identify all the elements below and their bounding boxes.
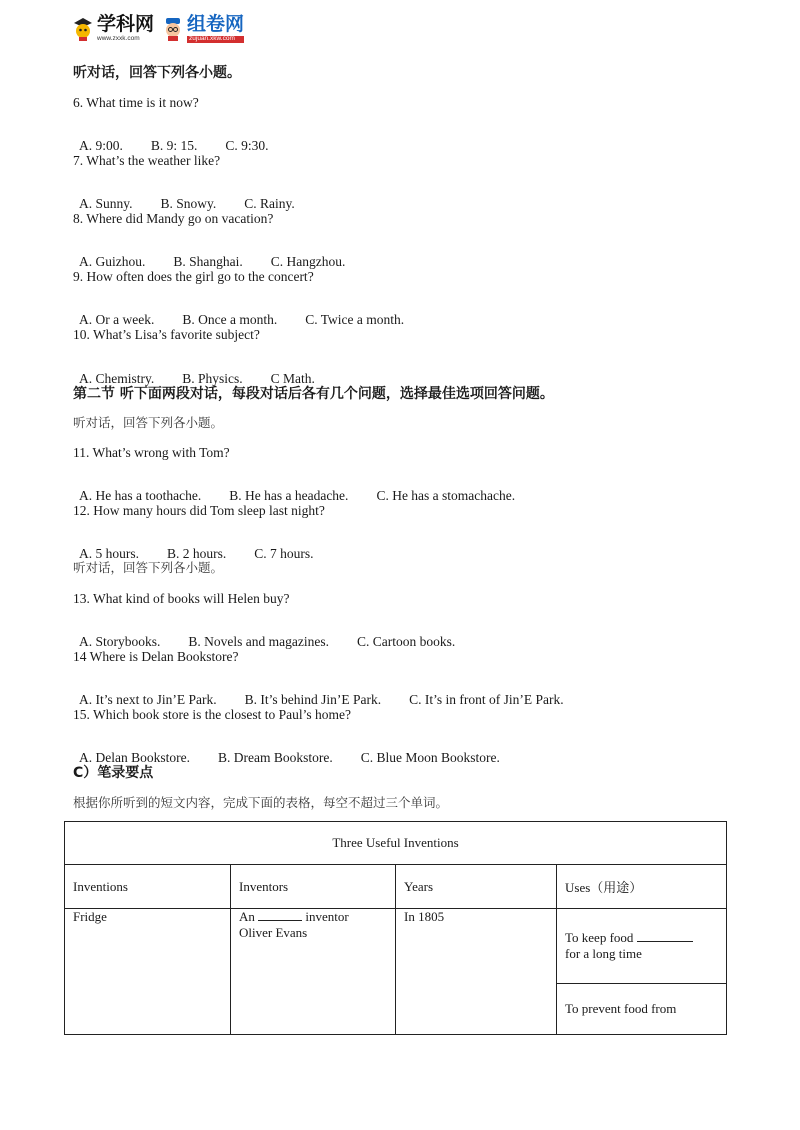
section-heading: 第二节 听下面两段对话，每段对话后各有几个问题，选择最佳选项回答问题。 <box>73 386 554 402</box>
use-1-prefix: To keep food <box>565 930 634 945</box>
option-c: C. It’s in front of Jin’E Park. <box>409 691 564 707</box>
options-row <box>73 183 323 210</box>
logo-zujuan <box>162 15 244 43</box>
option-c: C Math. <box>270 370 315 386</box>
table-title-row <box>65 822 727 865</box>
option-a: A. Or a week. <box>79 311 155 327</box>
table-header-row <box>65 865 727 909</box>
option-a: A. It’s next to Jin’E Park. <box>79 691 217 707</box>
table-row <box>65 909 727 984</box>
option-a: A. Storybooks. <box>79 633 161 649</box>
group-instruction: 听对话，回答下列各小题。 <box>73 415 224 430</box>
option-a: A. He has a toothache. <box>79 487 202 503</box>
logo-url: www.zxxk.com <box>97 35 140 43</box>
question-text: 13. What kind of books will Helen buy? <box>73 591 290 606</box>
option-b: B. Once a month. <box>182 311 278 327</box>
option-a: A. 5 hours. <box>79 545 140 561</box>
option-a: A. Delan Bookstore. <box>79 749 190 765</box>
question-text: 14 Where is Delan Bookstore? <box>73 649 239 664</box>
question-text: 7. What’s the weather like? <box>73 153 221 168</box>
logo-url: zujuan.xkw.com <box>187 36 244 43</box>
section-heading: C）笔录要点 <box>73 765 154 781</box>
option-c: C. Hangzhou. <box>270 253 346 269</box>
inventor-name: Oliver Evans <box>239 925 308 940</box>
cell-use-2: To prevent food from <box>557 984 727 1035</box>
option-b: B. Novels and magazines. <box>188 633 329 649</box>
option-b: B. 2 hours. <box>167 545 227 561</box>
inventor-prefix: An <box>239 909 255 924</box>
logo-name: 学科网 <box>97 13 155 36</box>
question-text: 12. How many hours did Tom sleep last night? <box>73 503 325 518</box>
section-instruction: 听对话，回答下列各小题。 <box>73 65 241 81</box>
option-b: B. Dream Bookstore. <box>218 749 333 765</box>
option-b: B. Physics. <box>182 370 243 386</box>
logo-name: 组卷网 <box>187 13 245 36</box>
question-text: 8. Where did Mandy go on vacation? <box>73 211 274 226</box>
header-uses: Uses（用途） <box>557 865 727 909</box>
table-title: Three Useful Inventions <box>65 822 727 865</box>
header-inventions: Inventions <box>65 865 231 909</box>
options-row <box>73 737 528 764</box>
option-a: A. 9:00. <box>79 137 123 153</box>
fill-blank[interactable] <box>258 920 302 921</box>
inventor-suffix: inventor <box>305 909 349 924</box>
option-c: C. Rainy. <box>244 195 295 211</box>
options-row <box>73 475 543 502</box>
question-text: 11. What’s wrong with Tom? <box>73 445 230 460</box>
option-b: B. Shanghai. <box>173 253 243 269</box>
options-row <box>73 299 432 326</box>
mascot-icon <box>72 16 94 42</box>
question-text: 9. How often does the girl go to the concert? <box>73 269 314 284</box>
options-row <box>73 241 373 268</box>
question-text: 15. Which book store is the closest to Paul’s home? <box>73 707 351 722</box>
option-c: C. 9:30. <box>225 137 269 153</box>
option-a: A. Sunny. <box>79 195 133 211</box>
options-row <box>73 679 592 706</box>
section-instruction: 根据你所听到的短文内容，完成下面的表格，每空不超过三个单词。 <box>73 795 449 810</box>
mascot-icon <box>162 16 184 42</box>
option-c: C. He has a stomachache. <box>376 487 516 503</box>
option-c: C. 7 hours. <box>254 545 314 561</box>
group-instruction: 听对话，回答下列各小题。 <box>73 560 224 575</box>
cell-inventor <box>231 909 396 1035</box>
question-text: 6. What time is it now? <box>73 95 199 110</box>
option-c: C. Cartoon books. <box>357 633 456 649</box>
options-row <box>73 621 483 648</box>
logo-zxxk <box>72 15 154 43</box>
fill-blank[interactable] <box>637 941 693 942</box>
option-c: C. Blue Moon Bookstore. <box>360 749 500 765</box>
inventions-table <box>64 821 727 1035</box>
header-logos <box>72 12 244 46</box>
cell-invention: Fridge <box>65 909 231 1035</box>
options-row <box>73 533 342 560</box>
option-a: A. Chemistry. <box>79 370 155 386</box>
question-text: 10. What’s Lisa’s favorite subject? <box>73 327 260 342</box>
header-years: Years <box>396 865 557 909</box>
option-b: B. It’s behind Jin’E Park. <box>244 691 382 707</box>
cell-use-1 <box>557 909 727 984</box>
option-b: B. Snowy. <box>160 195 217 211</box>
options-row <box>73 358 343 385</box>
header-inventors: Inventors <box>231 865 396 909</box>
use-1-suffix: for a long time <box>565 946 642 961</box>
option-a: A. Guizhou. <box>79 253 146 269</box>
option-b: B. 9: 15. <box>150 137 198 153</box>
cell-year: In 1805 <box>396 909 557 1035</box>
option-c: C. Twice a month. <box>305 311 405 327</box>
option-b: B. He has a headache. <box>229 487 349 503</box>
options-row <box>73 125 297 152</box>
